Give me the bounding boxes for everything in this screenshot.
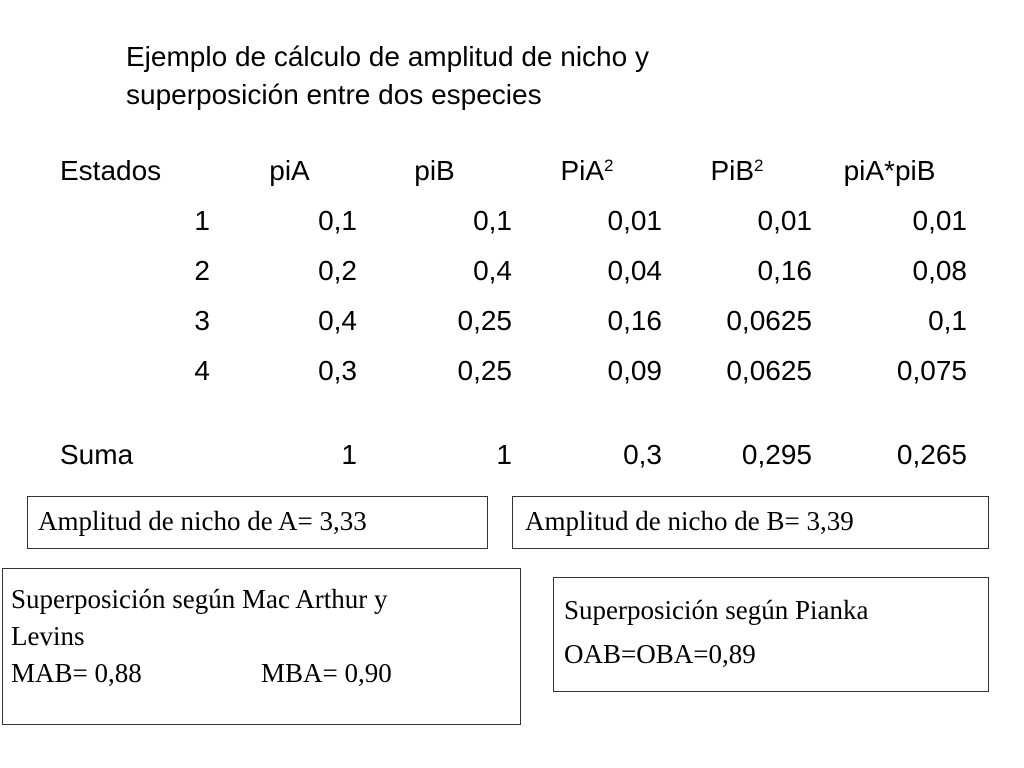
amplitud-b-box [512, 496, 989, 549]
table-row [60, 296, 967, 346]
cell-pia-squared: 0,04 [607, 255, 662, 286]
cell-pib-squared: 0,0625 [726, 355, 812, 386]
title-line-1: Ejemplo de cálculo de amplitud de nicho y [126, 41, 649, 72]
cell-pia-times-pib: 0,1 [928, 305, 967, 336]
header-estados: Estados [60, 155, 162, 186]
table-sum-row [60, 430, 967, 480]
table-row [60, 246, 967, 296]
cell-pib: 0,1 [473, 205, 512, 236]
amplitud-b-text: Amplitud de nicho de B= 3,39 [525, 506, 854, 536]
table-row [60, 196, 967, 246]
cell-pib-squared: 0,0625 [726, 305, 812, 336]
cell-pia: 0,3 [318, 355, 357, 386]
title-line-2: superposición entre dos especies [126, 79, 542, 110]
sum-pib: 1 [496, 439, 512, 470]
sum-pia: 1 [341, 439, 357, 470]
pianka-box [553, 577, 989, 692]
sum-label: Suma [60, 439, 134, 470]
table-row [60, 346, 967, 396]
cell-pib: 0,25 [457, 305, 512, 336]
niche-table [60, 146, 967, 480]
mab-value: MAB= 0,88 [11, 658, 142, 688]
macarthur-values [11, 655, 520, 692]
table-header-row [60, 146, 967, 196]
cell-pia: 0,1 [318, 205, 357, 236]
amplitud-a-text: Amplitud de nicho de A= 3,33 [38, 506, 367, 536]
macarthur-line-1: Superposición según Mac Arthur y [11, 584, 388, 614]
cell-pia-squared: 0,09 [607, 355, 662, 386]
amplitud-a-box [27, 496, 488, 549]
cell-pia-squared: 0,16 [607, 305, 662, 336]
header-pia-squared: PiA$^2$ [560, 155, 614, 186]
cell-pia: 0,2 [318, 255, 357, 286]
header-pia: piA [269, 155, 310, 186]
cell-pib: 0,25 [457, 355, 512, 386]
cell-estado: 4 [194, 355, 210, 386]
macarthur-levins-box [2, 568, 521, 725]
sum-pia-times-pib: 0,265 [896, 439, 967, 470]
table-spacer-row [60, 396, 967, 430]
sum-pia-squared: 0,3 [623, 439, 662, 470]
cell-estado: 1 [194, 205, 210, 236]
cell-pia: 0,4 [318, 305, 357, 336]
cell-estado: 2 [194, 255, 210, 286]
slide-title [126, 38, 886, 114]
cell-pia-squared: 0,01 [607, 205, 662, 236]
cell-pia-times-pib: 0,01 [912, 205, 967, 236]
cell-pia-times-pib: 0,08 [912, 255, 967, 286]
macarthur-line-2: Levins [11, 621, 85, 651]
cell-estado: 3 [194, 305, 210, 336]
cell-pib: 0,4 [473, 255, 512, 286]
pianka-line-1: Superposición según Pianka [564, 595, 869, 625]
header-pib-squared: PiB$^2$ [710, 155, 764, 186]
header-pia-times-pib: piA*piB [843, 155, 936, 186]
header-pib: piB [414, 155, 455, 186]
cell-pib-squared: 0,16 [757, 255, 812, 286]
cell-pib-squared: 0,01 [757, 205, 812, 236]
cell-pia-times-pib: 0,075 [896, 355, 967, 386]
sum-pib-squared: 0,295 [741, 439, 812, 470]
mba-value: MBA= 0,90 [261, 658, 392, 688]
pianka-line-2: OAB=OBA=0,89 [564, 639, 756, 669]
